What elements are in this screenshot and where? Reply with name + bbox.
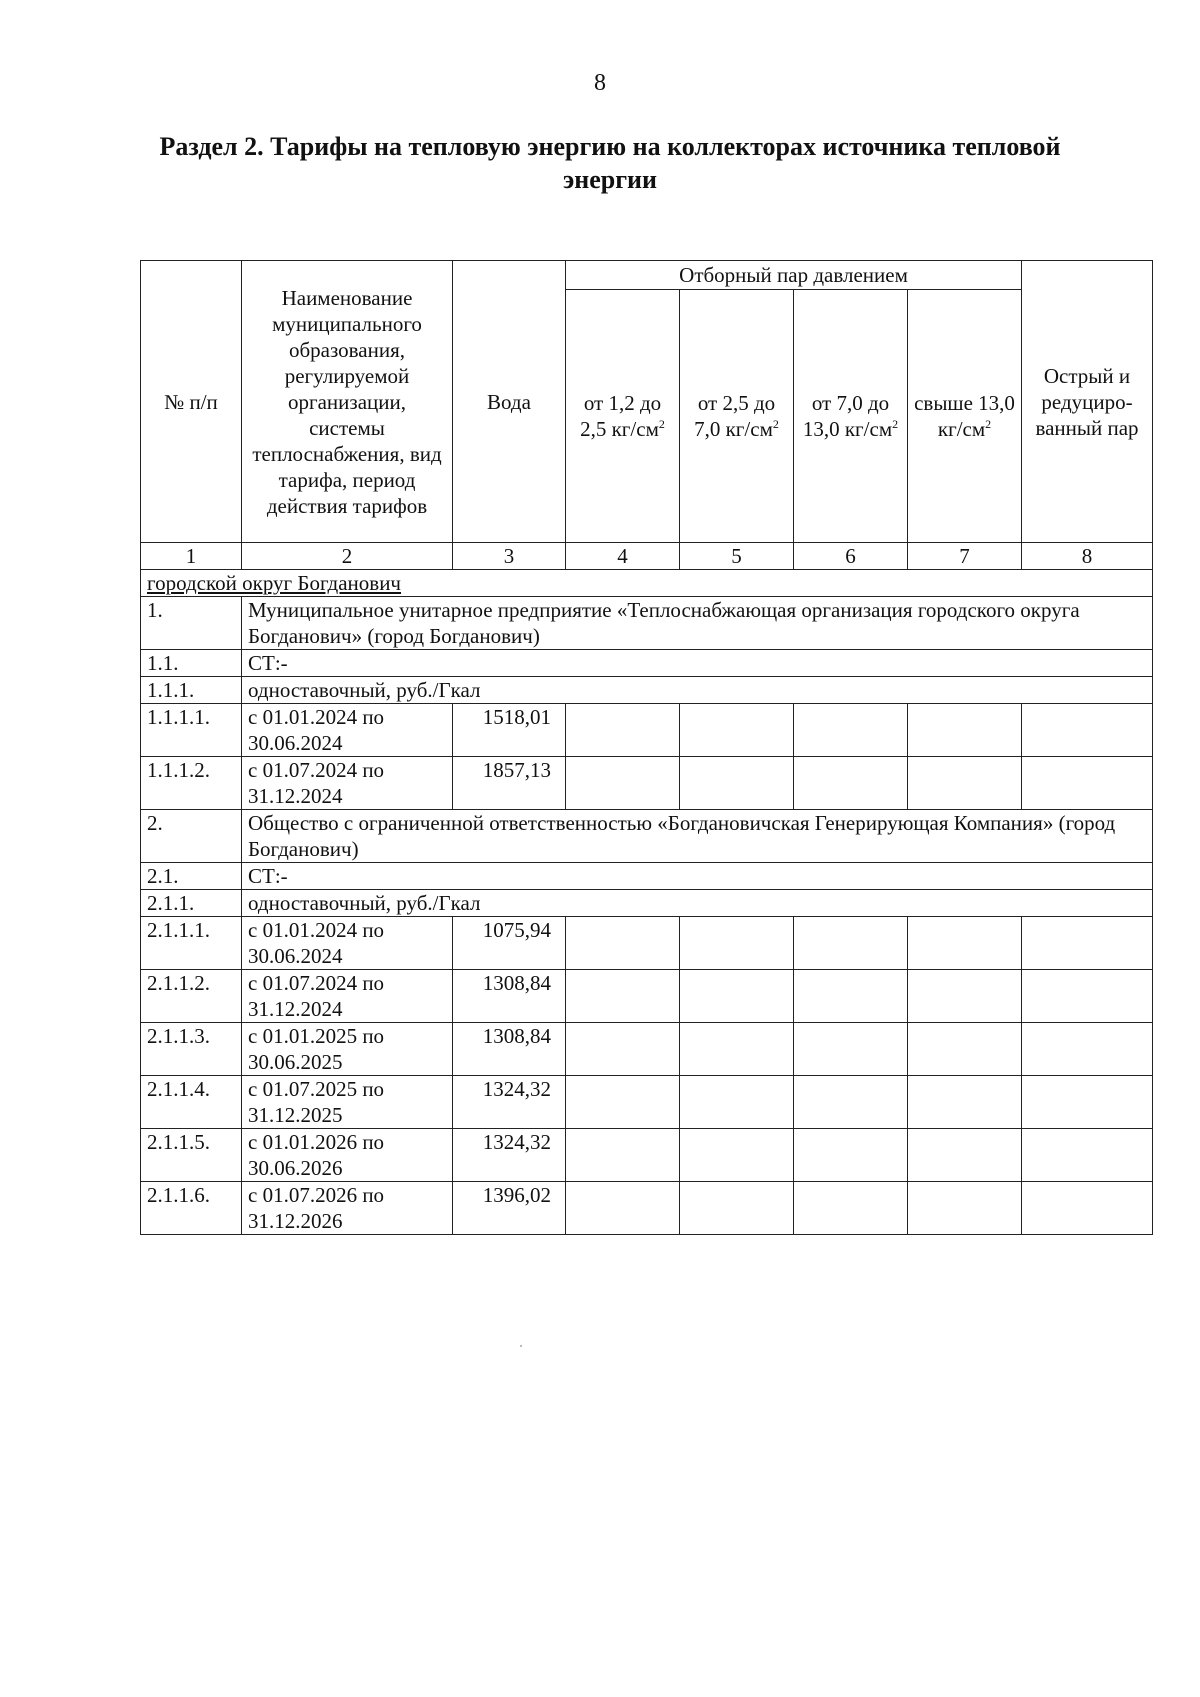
row-water-value: 1075,94 <box>453 917 566 970</box>
column-number: 6 <box>794 543 908 570</box>
org-row <box>141 810 1153 863</box>
empty-cell <box>794 1129 908 1182</box>
empty-cell <box>680 1129 794 1182</box>
row-no: 2.1.1.6. <box>141 1182 242 1235</box>
table-row <box>141 1023 1153 1076</box>
column-number: 5 <box>680 543 794 570</box>
empty-cell <box>566 970 680 1023</box>
table-row <box>141 970 1153 1023</box>
row-water-value: 1396,02 <box>453 1182 566 1235</box>
row-period: с 01.01.2024 по 30.06.2024 <box>242 704 453 757</box>
column-number: 4 <box>566 543 680 570</box>
empty-cell <box>908 917 1022 970</box>
org-name: Муниципальное унитарное предприятие «Теплоснабжающая организация городского округа Богданович» (город Богданович) <box>242 597 1153 650</box>
empty-cell <box>566 1023 680 1076</box>
row-period: с 01.07.2024 по 31.12.2024 <box>242 757 453 810</box>
system-no: 2.1. <box>141 863 242 890</box>
empty-cell <box>908 1182 1022 1235</box>
system-name: СТ:- <box>242 650 1153 677</box>
empty-cell <box>1022 917 1153 970</box>
empty-cell <box>1022 704 1153 757</box>
row-period: с 01.01.2024 по 30.06.2024 <box>242 917 453 970</box>
row-no: 2.1.1.1. <box>141 917 242 970</box>
tariff-type-no: 1.1.1. <box>141 677 242 704</box>
empty-cell <box>794 1023 908 1076</box>
row-water-value: 1324,32 <box>453 1129 566 1182</box>
header-name: Наименование муниципального образования, регулируемой организации, системы теплоснабжения, вид тарифа, период действия тарифов <box>242 261 453 543</box>
empty-cell <box>908 970 1022 1023</box>
section-row <box>141 570 1153 597</box>
row-no: 2.1.1.5. <box>141 1129 242 1182</box>
system-row <box>141 650 1153 677</box>
empty-cell <box>908 1076 1022 1129</box>
table-row <box>141 1182 1153 1235</box>
empty-cell <box>908 757 1022 810</box>
row-water-value: 1308,84 <box>453 1023 566 1076</box>
tariff-type-no: 2.1.1. <box>141 890 242 917</box>
tariff-type: одноставочный, руб./Гкал <box>242 890 1153 917</box>
empty-cell <box>908 704 1022 757</box>
row-no: 2.1.1.2. <box>141 970 242 1023</box>
empty-cell <box>1022 757 1153 810</box>
table-row <box>141 917 1153 970</box>
scan-speck <box>520 1345 522 1347</box>
header-steam-2: от 2,5 до 7,0 $кг/см^2$ <box>680 290 794 543</box>
row-period: с 01.07.2024 по 31.12.2024 <box>242 970 453 1023</box>
empty-cell <box>794 757 908 810</box>
header-steam-1: от 1,2 до 2,5 $кг/см^2$ <box>566 290 680 543</box>
empty-cell <box>794 1182 908 1235</box>
page-number: 8 <box>594 70 606 96</box>
tariff-type-row <box>141 890 1153 917</box>
empty-cell <box>908 1129 1022 1182</box>
column-number: 1 <box>141 543 242 570</box>
org-row <box>141 597 1153 650</box>
empty-cell <box>1022 1076 1153 1129</box>
empty-cell <box>1022 970 1153 1023</box>
column-number: 7 <box>908 543 1022 570</box>
column-number: 2 <box>242 543 453 570</box>
empty-cell <box>680 1182 794 1235</box>
system-name: СТ:- <box>242 863 1153 890</box>
empty-cell <box>566 1129 680 1182</box>
tariff-type: одноставочный, руб./Гкал <box>242 677 1153 704</box>
empty-cell <box>1022 1129 1153 1182</box>
table-row <box>141 757 1153 810</box>
section-title: Раздел 2. Тарифы на тепловую энергию на коллекторах источника тепловой энергии <box>159 132 1061 194</box>
header-steam-4: свыше 13,0 $кг/см^2$ <box>908 290 1022 543</box>
row-water-value: 1518,01 <box>453 704 566 757</box>
empty-cell <box>566 1182 680 1235</box>
header-steam-group: Отборный пар давлением <box>566 261 1022 290</box>
row-water-value: 1324,32 <box>453 1076 566 1129</box>
empty-cell <box>680 917 794 970</box>
empty-cell <box>566 917 680 970</box>
column-number: 8 <box>1022 543 1153 570</box>
row-no: 1.1.1.2. <box>141 757 242 810</box>
tariff-type-row <box>141 677 1153 704</box>
system-row <box>141 863 1153 890</box>
row-no: 2.1.1.3. <box>141 1023 242 1076</box>
org-no: 1. <box>141 597 242 650</box>
empty-cell <box>908 1023 1022 1076</box>
tariffs-table <box>140 260 1153 1235</box>
row-period: с 01.07.2025 по 31.12.2025 <box>242 1076 453 1129</box>
row-water-value: 1857,13 <box>453 757 566 810</box>
empty-cell <box>680 757 794 810</box>
row-period: с 01.01.2025 по 30.06.2025 <box>242 1023 453 1076</box>
column-numbers-row <box>141 543 1153 570</box>
table-row <box>141 704 1153 757</box>
empty-cell <box>566 1076 680 1129</box>
system-no: 1.1. <box>141 650 242 677</box>
header-no: № п/п <box>141 261 242 543</box>
empty-cell <box>566 757 680 810</box>
empty-cell <box>566 704 680 757</box>
row-water-value: 1308,84 <box>453 970 566 1023</box>
empty-cell <box>794 917 908 970</box>
row-period: с 01.01.2026 по 30.06.2026 <box>242 1129 453 1182</box>
section-municipality: городской округ Богданович <box>141 570 1153 597</box>
org-no: 2. <box>141 810 242 863</box>
row-no: 1.1.1.1. <box>141 704 242 757</box>
empty-cell <box>680 704 794 757</box>
empty-cell <box>794 1076 908 1129</box>
header-sharp-steam: Острый и редуциро-ванный пар <box>1022 261 1153 543</box>
table-row <box>141 1076 1153 1129</box>
empty-cell <box>680 970 794 1023</box>
empty-cell <box>680 1076 794 1129</box>
row-no: 2.1.1.4. <box>141 1076 242 1129</box>
empty-cell <box>794 704 908 757</box>
empty-cell <box>1022 1023 1153 1076</box>
org-name: Общество с ограниченной ответственностью «Богдановичская Генерирующая Компания» (город Богданович) <box>242 810 1153 863</box>
header-steam-3: от 7,0 до 13,0 $кг/см^2$ <box>794 290 908 543</box>
header-water: Вода <box>453 261 566 543</box>
row-period: с 01.07.2026 по 31.12.2026 <box>242 1182 453 1235</box>
empty-cell <box>794 970 908 1023</box>
column-number: 3 <box>453 543 566 570</box>
table-row <box>141 1129 1153 1182</box>
empty-cell <box>1022 1182 1153 1235</box>
empty-cell <box>680 1023 794 1076</box>
